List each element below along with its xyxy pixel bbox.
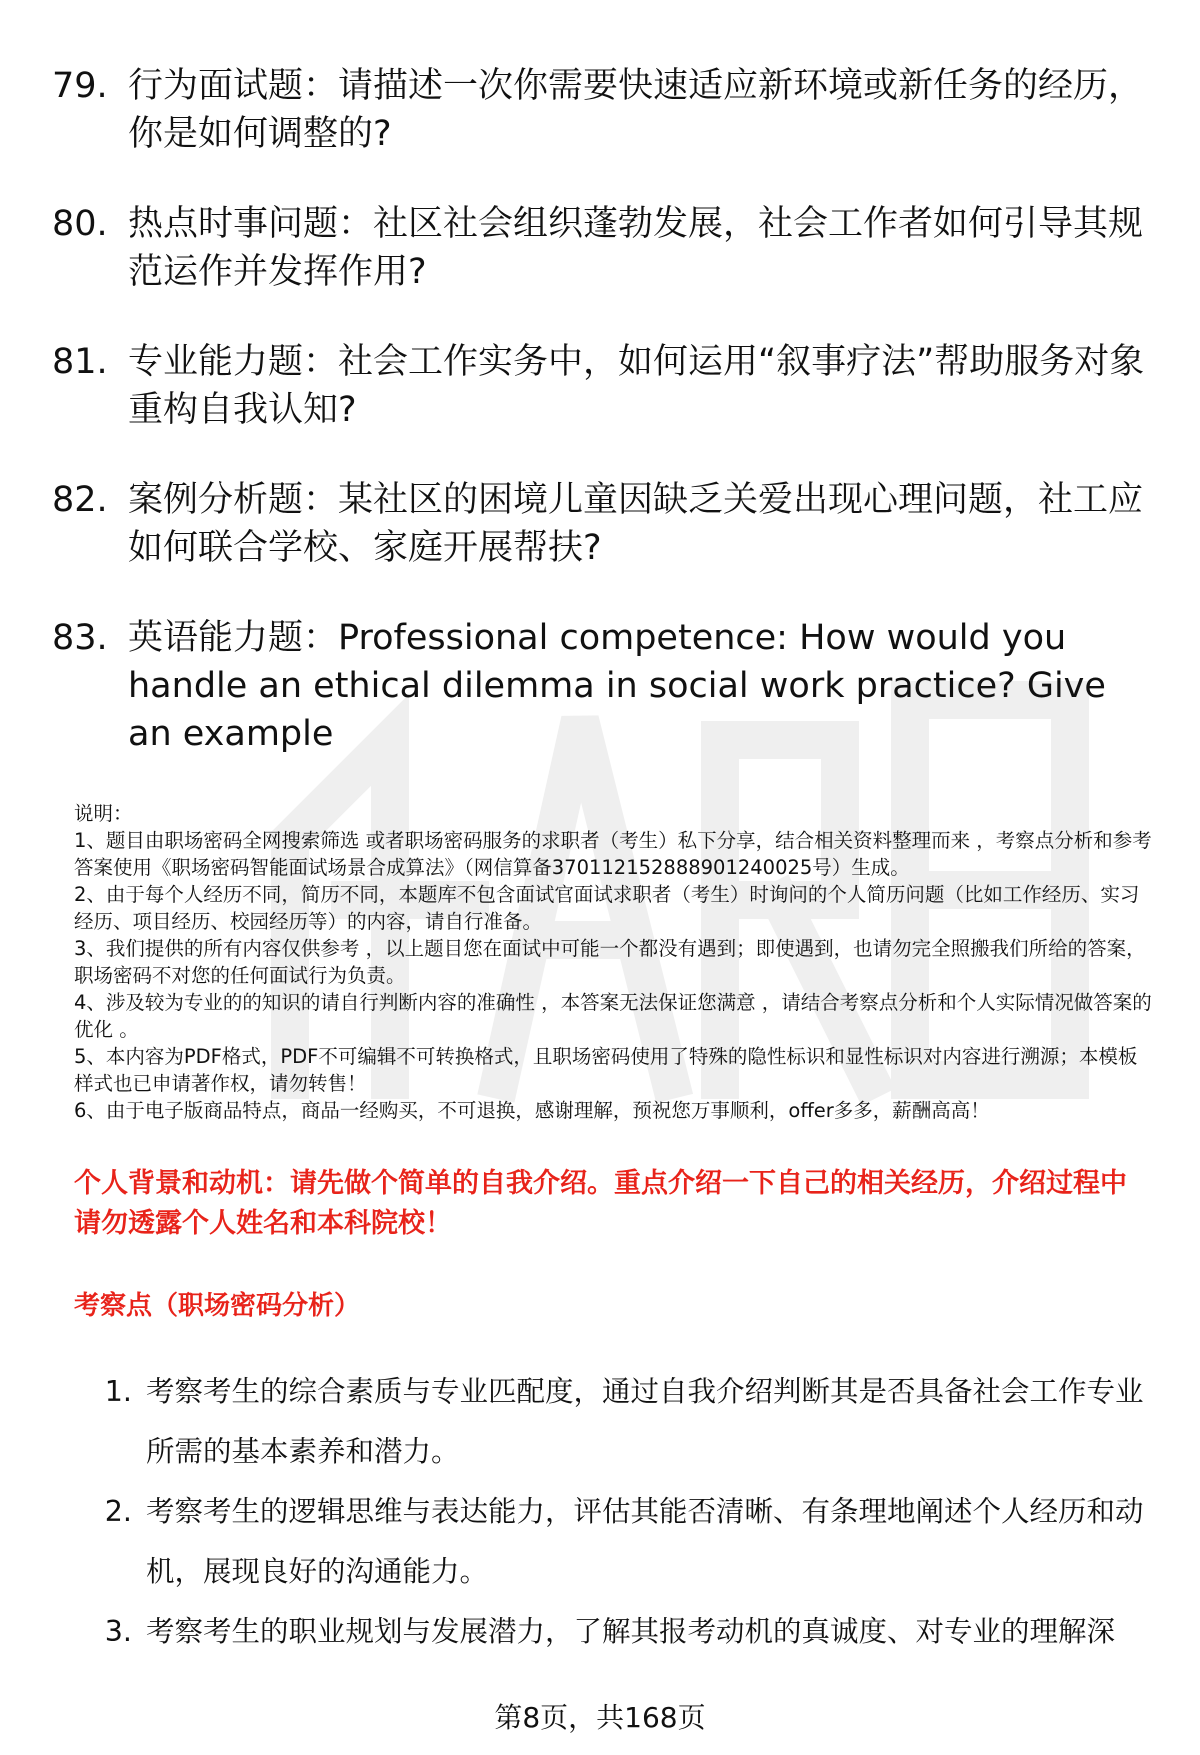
point-text: 考察考生的综合素质与专业匹配度，通过自我介绍判断其是否具备社会工作专业所需的基本素养和潜力。 — [146, 1375, 1144, 1468]
page-content — [52, 62, 1152, 1662]
question-text: 英语能力题：Professional competence: How would you handle an ethical dilemma in social work practice? Give an example — [128, 618, 1106, 754]
note-item: 6、由于电子版商品特点，商品一经购买，不可退换，感谢理解，预祝您万事顺利，offer多多，薪酬高高！ — [74, 1099, 990, 1122]
question-number: 83. — [52, 618, 108, 658]
note-item: 4、涉及较为专业的的知识的请自行判断内容的准确性 ，本答案无法保证您满意 ，请结合考察点分析和个人实际情况做答案的优化 。 — [74, 991, 1152, 1041]
analysis-point — [82, 1602, 1152, 1662]
analysis-point — [82, 1482, 1152, 1602]
notes-title: 说明： — [74, 802, 133, 825]
question-item — [52, 200, 1152, 296]
note-item: 2、由于每个人经历不同，简历不同，本题库不包含面试官面试求职者（考生）时询问的个人简历问题（比如工作经历、实习经历、项目经历、校园经历等）的内容，请自行准备。 — [74, 883, 1140, 933]
question-text: 案例分析题：某社区的困境儿童因缺乏关爱出现心理问题，社工应如何联合学校、家庭开展帮扶? — [128, 480, 1144, 568]
point-text: 考察考生的职业规划与发展潜力，了解其报考动机的真诚度、对专业的理解深 — [146, 1615, 1116, 1648]
note-item: 3、我们提供的所有内容仅供参考 ，以上题目您在面试中可能一个都没有遇到；即使遇到，也请勿完全照搬我们所给的答案，职场密码不对您的任何面试行为负责。 — [74, 937, 1146, 987]
page-footer: 第8页，共168页 — [0, 1698, 1200, 1738]
analysis-point — [82, 1362, 1152, 1482]
question-item — [52, 476, 1152, 572]
question-item — [52, 338, 1152, 434]
note-item: 5、本内容为PDF格式，PDF不可编辑不可转换格式，且职场密码使用了特殊的隐性标识和显性标识对内容进行溯源；本模板样式也已申请著作权，请勿转售！ — [74, 1045, 1138, 1095]
question-number: 79. — [52, 66, 108, 106]
point-text: 考察考生的逻辑思维与表达能力，评估其能否清晰、有条理地阐述个人经历和动机，展现良好的沟通能力。 — [146, 1495, 1144, 1588]
question-item — [52, 614, 1152, 758]
question-text: 专业能力题：社会工作实务中，如何运用“叙事疗法”帮助服务对象重构自我认知? — [128, 342, 1145, 430]
section-title: 个人背景和动机：请先做个简单的自我介绍。重点介绍一下自己的相关经历，介绍过程中请勿透露个人姓名和本科院校！ — [74, 1168, 1127, 1239]
point-number: 1. — [104, 1375, 132, 1408]
question-number: 81. — [52, 342, 108, 382]
question-list — [52, 62, 1152, 758]
point-number: 3. — [104, 1615, 132, 1648]
question-text: 热点时事问题：社区社会组织蓬勃发展，社会工作者如何引导其规范运作并发挥作用? — [128, 204, 1144, 292]
note-item: 1、题目由职场密码全网搜索筛选 或者职场密码服务的求职者（考生）私下分享，结合相关资料整理而来 ，考察点分析和参考答案使用《职场密码智能面试场景合成算法》（网信算备370112152888901240025号）生成。 — [74, 829, 1152, 879]
analysis-point-list — [52, 1362, 1152, 1662]
question-item — [52, 62, 1152, 158]
point-number: 2. — [104, 1495, 132, 1528]
points-heading: 考察点（职场密码分析） — [74, 1291, 361, 1321]
question-number: 80. — [52, 204, 108, 244]
question-number: 82. — [52, 480, 108, 520]
notes-block — [52, 800, 1152, 1124]
question-text: 行为面试题：请描述一次你需要快速适应新环境或新任务的经历，你是如何调整的? — [128, 66, 1144, 154]
